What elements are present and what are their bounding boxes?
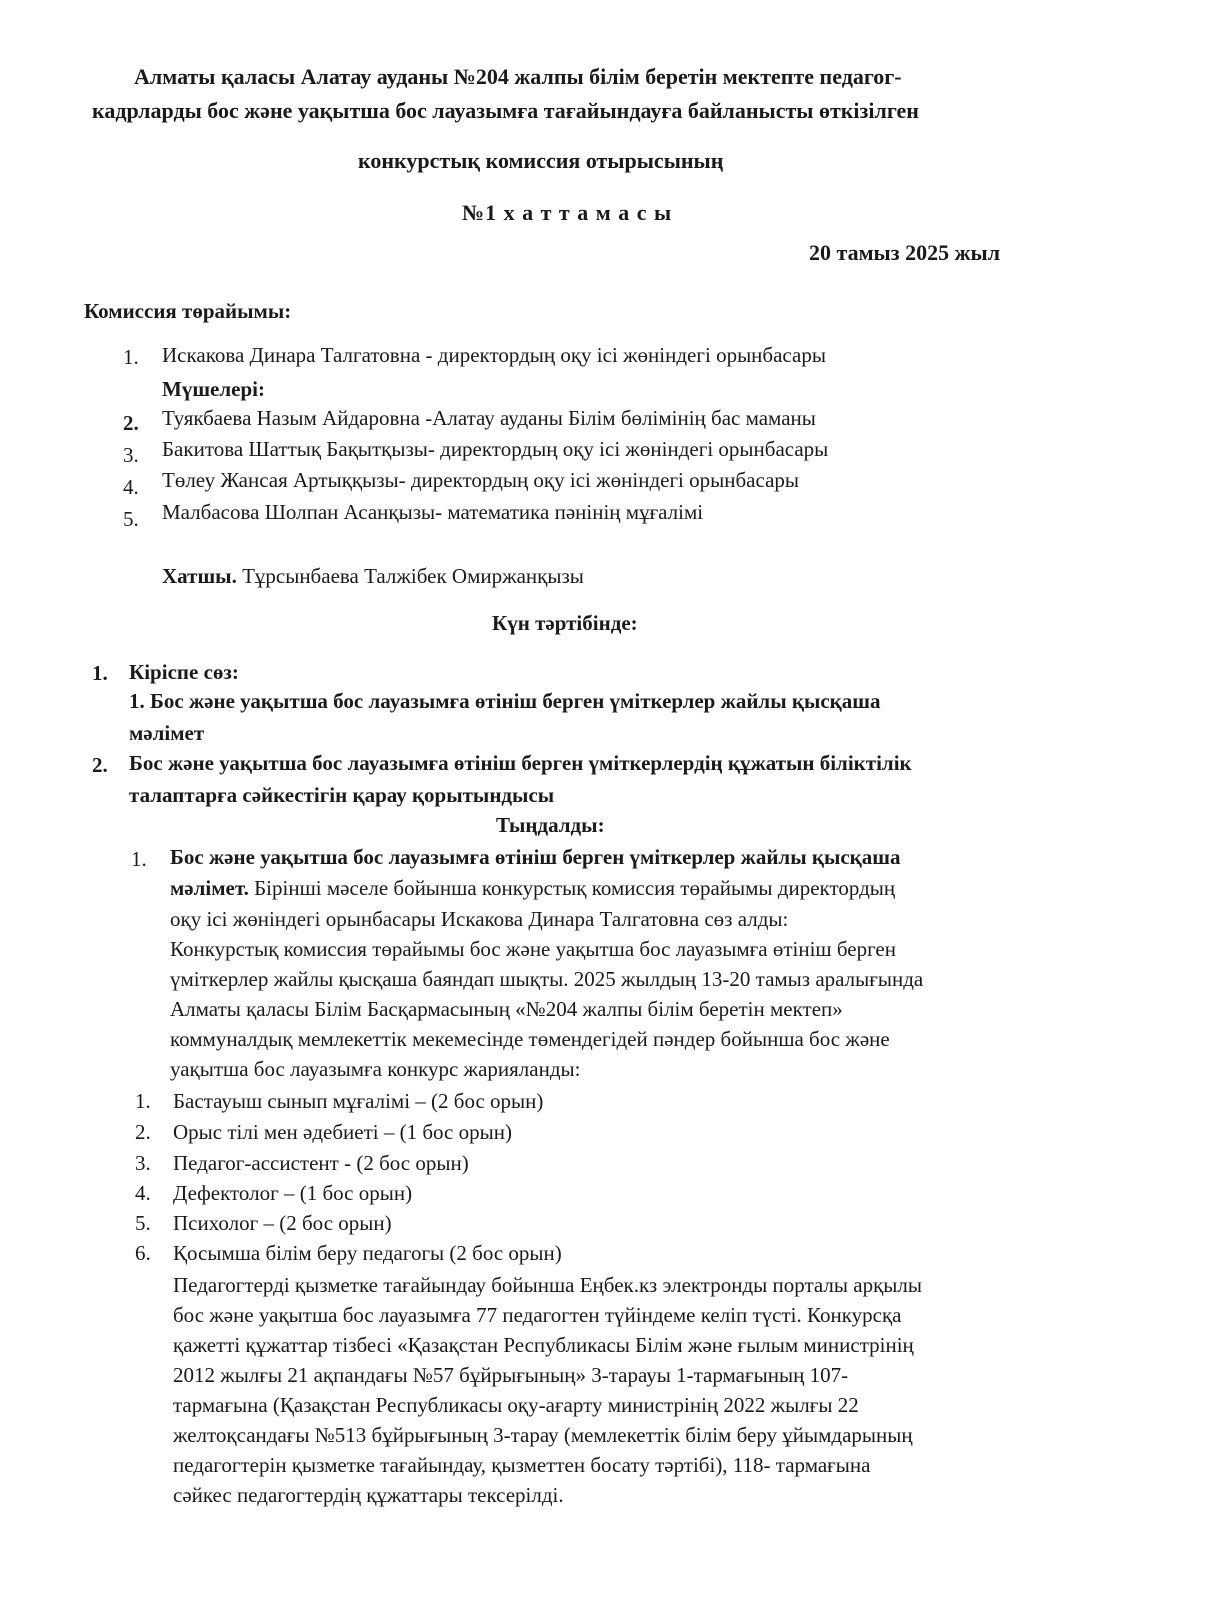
- position-item: Педагог-ассистент - (2 бос орын): [173, 1151, 469, 1175]
- position-item: Қосымша білім беру педагогы (2 бос орын): [173, 1241, 562, 1265]
- title-line-3: конкурстық комиссия отырысының: [358, 148, 724, 173]
- agenda-subitem: 1. Бос және уақытша бос лауазымға өтініш берген үміткерлер жайлы қысқаша: [129, 689, 881, 713]
- position-number: 4.: [135, 1181, 151, 1205]
- member-item: Туякбаева Назым Айдаровна -Алатау ауданы Білім бөлімінің бас маманы: [162, 406, 816, 430]
- title-line-2: кадрларды бос және уақытша бос лауазымға тағайындауға байланысты өткізілген: [92, 98, 919, 123]
- member-number: 2.: [123, 411, 139, 435]
- position-item: Бастауыш сынып мұғалімі – (2 бос орын): [173, 1089, 544, 1113]
- heard-line-2: [170, 875, 895, 901]
- agenda-number: 1.: [92, 661, 108, 685]
- closing-line: Педагогтерді қызметке тағайындау бойынша Еңбек.кз электронды порталы арқылы: [173, 1273, 922, 1297]
- member-item: Бакитова Шаттық Бақытқызы- директордың оқу ісі жөніндегі орынбасары: [162, 437, 829, 461]
- closing-line: бос және уақытша бос лауазымға 77 педагогтен түйіндеме келіп түсті. Конкурсқа: [173, 1303, 902, 1327]
- member-number: 1.: [123, 345, 139, 369]
- agenda-item: Бос және уақытша бос лауазымға өтініш берген үміткерлердің құжатын біліктілік: [129, 751, 912, 775]
- heard-line: үміткерлер жайлы қысқаша баяндап шықты. 2025 жылдың 13-20 тамыз аралығында: [170, 967, 924, 991]
- heard-line: Конкурстық комиссия төрайымы бос және уақытша бос лауазымға өтініш берген: [170, 937, 896, 961]
- heard-bold-inline: мәлімет.: [170, 876, 249, 900]
- agenda-subitem-cont: мәлімет: [129, 721, 205, 745]
- closing-line: педагогтерін қызметке тағайындау, қызметтен босату тәртібі), 118- тармағына: [173, 1453, 871, 1477]
- closing-line: желтоқсандағы №513 бұйрығының 3-тарау (мемлекеттік білім беру ұйымдарының: [173, 1423, 913, 1447]
- chair-heading: Комиссия төрайымы:: [84, 299, 292, 323]
- secretary-line: [162, 563, 584, 589]
- position-item: Орыс тілі мен әдебиеті – (1 бос орын): [173, 1120, 512, 1144]
- member-number: 4.: [123, 475, 139, 499]
- secretary-label: Хатшы.: [162, 564, 237, 588]
- position-number: 6.: [135, 1241, 151, 1265]
- closing-line: сәйкес педагогтердің құжаттары тексерілді.: [173, 1483, 564, 1507]
- position-number: 3.: [135, 1151, 151, 1175]
- member-item: Төлеу Жансая Артыққызы- директордың оқу ісі жөніндегі орынбасары: [162, 468, 800, 492]
- protocol-date: 20 тамыз 2025 жыл: [809, 240, 1001, 265]
- member-number: 5.: [123, 507, 139, 531]
- position-item: Психолог – (2 бос орын): [173, 1211, 392, 1235]
- closing-line: тармағына (Қазақстан Республикасы оқу-ағарту министрінің 2022 жылғы 22: [173, 1393, 859, 1417]
- heard-number: 1.: [131, 847, 147, 871]
- heard-heading: Тыңдалды:: [496, 813, 605, 837]
- closing-line: қажетті құжаттар тізбесі «Қазақстан Республикасы Білім және ғылым министрінің: [173, 1333, 914, 1357]
- position-number: 1.: [135, 1089, 151, 1113]
- heard-line: коммуналдық мемлекеттік мекемесінде төмендегідей пәндер бойынша бос және: [170, 1027, 890, 1051]
- agenda-heading: Күн тәртібінде:: [492, 611, 638, 635]
- position-number: 2.: [135, 1120, 151, 1144]
- heard-text-inline: Бірінші мәселе бойынша конкурстық комиссия төрайымы директордың: [248, 876, 896, 900]
- position-number: 5.: [135, 1211, 151, 1235]
- agenda-number: 2.: [92, 753, 108, 777]
- agenda-item-title: Кіріспе сөз:: [129, 660, 239, 684]
- heard-line: Алматы қаласы Білім Басқармасының «№204 жалпы білім беретін мектеп»: [170, 997, 843, 1021]
- member-number: 3.: [123, 443, 139, 467]
- heard-bold-line: Бос және уақытша бос лауазымға өтініш берген үміткерлер жайлы қысқаша: [170, 845, 901, 869]
- agenda-item-cont: талаптарға сәйкестігін қарау қорытындысы: [129, 783, 555, 807]
- title-line-1: Алматы қаласы Алатау ауданы №204 жалпы білім беретін мектепте педагог-: [134, 64, 902, 89]
- heard-line: уақытша бос лауазымға конкурс жарияланды:: [170, 1057, 581, 1081]
- protocol-number: №1 х а т т а м а с ы: [462, 200, 673, 225]
- heard-line: оқу ісі жөніндегі орынбасары Искакова Динара Талгатовна сөз алды:: [170, 907, 789, 931]
- closing-line: 2012 жылғы 21 ақпандағы №57 бұйрығының» 3-тарауы 1-тармағының 107-: [173, 1363, 849, 1387]
- secretary-name: Тұрсынбаева Талжібек Омиржанқызы: [236, 564, 584, 588]
- member-item: Искакова Динара Талгатовна - директордың оқу ісі жөніндегі орынбасары: [162, 343, 826, 367]
- position-item: Дефектолог – (1 бос орын): [173, 1181, 413, 1205]
- member-item: Малбасова Шолпан Асанқызы- математика пәнінің мұғалімі: [162, 500, 704, 524]
- members-heading: Мүшелері:: [162, 377, 265, 401]
